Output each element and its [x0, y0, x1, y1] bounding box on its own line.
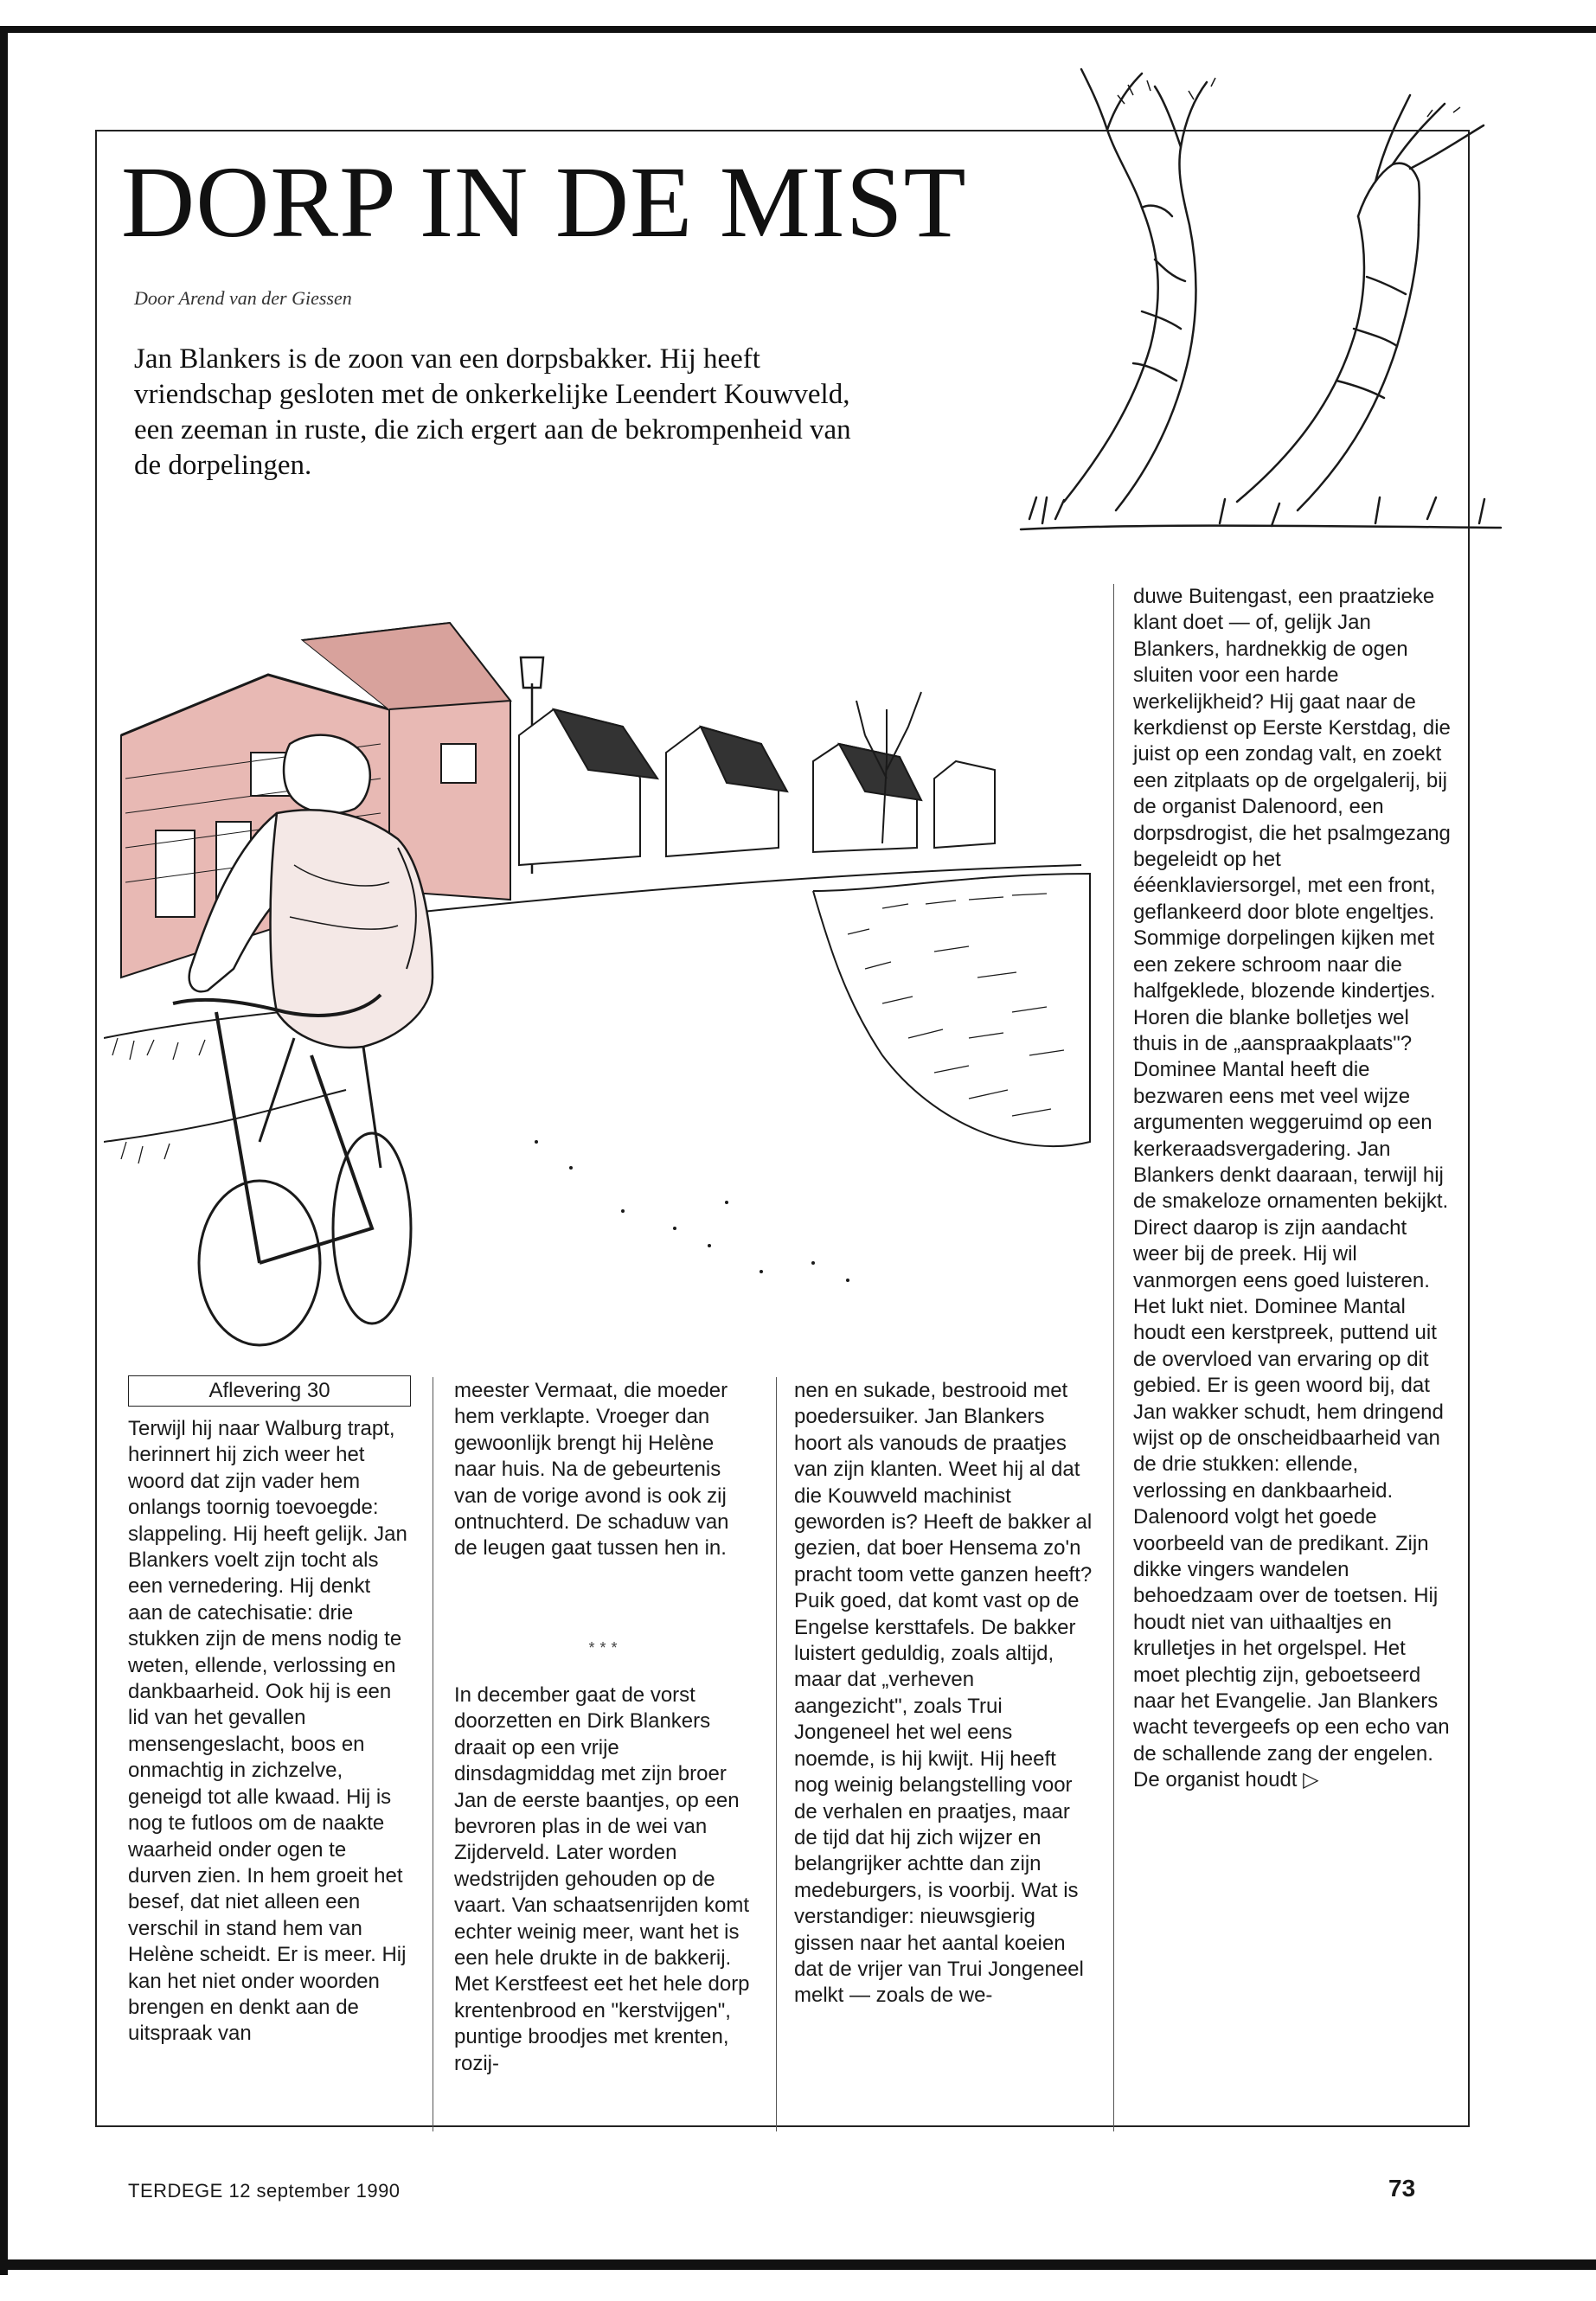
article-intro: Jan Blankers is de zoon van een dorpsbakker. Hij heeft vriendschap gesloten met de onkerkelijke Leendert Kouwveld, een zeeman in ruste, die zich ergert aan de bekrompenheid van de dorpelingen. — [134, 343, 851, 481]
column-4-text — [1133, 584, 1453, 1794]
column-3-text: nen en sukade, bestrooid met poedersuiker. Jan Blankers hoort als vanouds de praatjes van zijn klanten. Weet hij al dat die Kouwveld machinist geworden is? Heeft de bakker al gezien, dat boer Hensema zo'n pracht toom vette ganzen heeft? Puik goed, dat komt vast op de Engelse kersttafels. De bakker luistert geduldig, zoals altijd, maar dat „verheven aangezicht", zoals Trui Jongeneel het wel eens noemde, is hij kwijt. Hij heeft nog weinig belangstelling voor de verhalen en praatjes, maar de tijd dat hij zich wijzer en belangrijker achtte dan zijn medeburgers, is voorbij. Wat is verstandiger: nieuwsgierig gissen naar het aantal koeien dat de vrijer van Trui Jongeneel melkt — zoals de we- — [794, 1379, 1093, 2008]
article-title: DORP IN DE MIST — [121, 145, 967, 259]
snow-dots — [535, 1140, 849, 1282]
column-rule-3 — [1113, 584, 1114, 2131]
footer-publication: TERDEGE 12 september 1990 — [128, 2180, 401, 2202]
white-houses — [519, 709, 995, 865]
cyclist-village-illustration — [104, 606, 1099, 1349]
column-4-body: duwe Buitengast, een praatzieke klant doet — of, gelijk Jan Blankers, hardnekkig de ogen sluiten voor een harde werkelijkheid? Hij gaat naar de kerkdienst op Eerste Kerstdag, die juist op een zondag valt, en zoekt een zitplaats op de orgelgalerij, bij de organist Dalenoord, een dorpsdrogist, die het psalmgezang begeleidt op het ééenklaviersorgel, met een front, geflankeerd door blote engeltjes. Sommige dorpelingen kijken met een zekere schroom naar die halfgeklede, blozende kindertjes. Horen die blanke bolletjes wel thuis in de „aanspraakplaats"? Dominee Mantal heeft die bezwaren eens met veel wijze argumenten weggeruimd op een kerkeraadsvergadering. Jan Blankers denkt daaraan, terwijl hij de smakeloze ornamenten bekijkt. Direct daarop is zijn aandacht weer bij de preek. Hij wil vanmorgen eens goed luisteren. Het lukt niet. Dominee Mantal houdt een kerstpreek, puttend uit de overvloed van ervaring op dit gebied. Er is geen woord bij, dat Jan wakker schudt, hem dringend wijst op de onscheidbaarheid van de drie stukken: ellende, verlossing en dankbaarheid. Dalenoord volgt het goede voorbeeld van de predikant. Zijn dikke vingers wandelen behoedzaam over de toetsen. Hij houdt niet van uithaaltjes en krulletjes in het orgelspel. Het moet plechtig zijn, geboetseerd naar het Evangelie. Jan Blankers wacht tevergeefs op een echo van de schallende zang der engelen. De organist houdt — [1133, 585, 1451, 1792]
column-rule-2 — [776, 1377, 777, 2131]
text-column-3 — [794, 1378, 1093, 2009]
page-edge-top — [0, 26, 1596, 33]
willow-trees-illustration — [1012, 52, 1509, 536]
column-1-text: Terwijl hij naar Walburg trapt, herinnert hij zich weer het woord dat zijn vader hem onlangs toornig toevoegde: slappeling. Hij heeft gelijk. Jan Blankers voelt zijn tocht als een vernedering. Hij denkt aan de catechisatie: drie stukken zijn de mens nodig te weten, ellende, verlossing en dankbaarheid. Ook hij is een lid van het gevallen mensengeslacht, boos en onmachtig in zichzelve, geneigd tot alle kwaad. Hij is nog te futloos om de naakte waarheid onder ogen te durven zien. In hem groeit het besef, dat niet alleen een verschil in stand hem van Helène scheidt. Er is meer. Hij kan het niet onder woorden brengen en denkt aan de uitspraak van — [128, 1417, 407, 2046]
section-break: *** — [588, 1639, 623, 1657]
column-2-bottom-text: In december gaat de vorst doorzetten en Dirk Blankers draait op een vrije dinsdagmiddag met zijn broer Jan de eerste baantjes, op een bevroren plas in de wei van Zijderveld. Later worden wedstrijden gehouden op de vaart. Van schaatsenrijden komt echter weinig meer, want het is een hele drukte in de bakkerij. Met Kerstfeest eet het hele dorp krentenbrood en "kerstvijgen", puntige broodjes met krenten, rozij- — [454, 1683, 750, 2075]
text-column-1 — [128, 1416, 409, 2048]
text-column-4 — [1133, 584, 1453, 1794]
article-byline: Door Arend van der Giessen — [134, 287, 352, 309]
text-column-2 — [454, 1378, 757, 1562]
episode-label: Aflevering 30 — [128, 1375, 411, 1407]
page-edge-left — [0, 26, 8, 2275]
column-2-top-text: meester Vermaat, die moeder hem verklapte. Vroeger dan gewoonlijk brengt hij Helène naar huis. Na de gebeurtenis van de vorige avond is ook zij ontnuchterd. De schaduw van de leugen gaat tussen hen in. — [454, 1379, 729, 1561]
page-edge-bottom — [0, 2259, 1596, 2270]
continue-arrow-icon: ▷ — [1303, 1768, 1319, 1792]
page-number: 73 — [1388, 2175, 1416, 2202]
